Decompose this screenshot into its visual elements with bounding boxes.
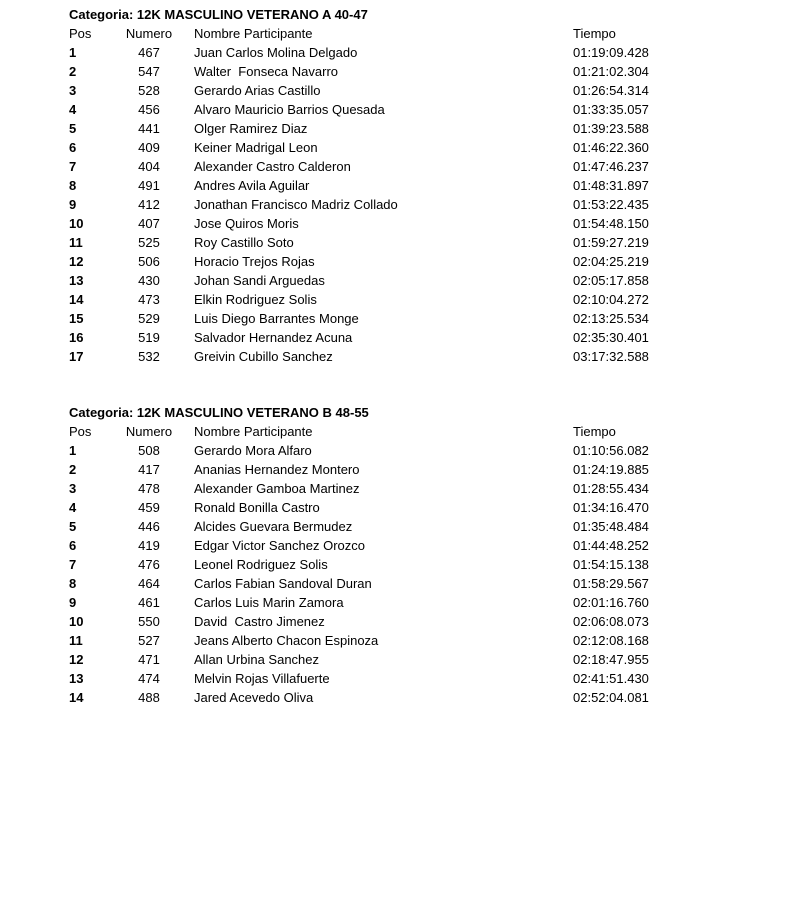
table-body bbox=[69, 43, 709, 366]
cell-nombre: Jeans Alberto Chacon Espinoza bbox=[194, 633, 379, 648]
table-row bbox=[69, 555, 709, 574]
cell-pos: 11 bbox=[69, 633, 83, 648]
cell-pos: 4 bbox=[69, 500, 77, 515]
cell-nombre: Walter Fonseca Navarro bbox=[194, 64, 339, 79]
cell-tiempo: 02:12:08.168 bbox=[573, 633, 649, 648]
table-row bbox=[69, 593, 709, 612]
cell-pos: 8 bbox=[69, 178, 77, 193]
cell-tiempo: 02:35:30.401 bbox=[573, 330, 649, 345]
header-nombre: Nombre Participante bbox=[194, 26, 313, 41]
cell-tiempo: 02:10:04.272 bbox=[573, 292, 649, 307]
cell-numero: 441 bbox=[138, 121, 160, 136]
cell-numero: 528 bbox=[138, 83, 160, 98]
table-row bbox=[69, 688, 709, 707]
cell-tiempo: 02:04:25.219 bbox=[573, 254, 649, 269]
cell-pos: 12 bbox=[69, 254, 84, 269]
cell-tiempo: 01:26:54.314 bbox=[573, 83, 649, 98]
cell-numero: 478 bbox=[138, 481, 160, 496]
cell-nombre: Andres Avila Aguilar bbox=[194, 178, 310, 193]
table-row bbox=[69, 43, 709, 62]
cell-numero: 519 bbox=[138, 330, 160, 345]
cell-nombre: Roy Castillo Soto bbox=[194, 235, 294, 250]
cell-tiempo: 02:52:04.081 bbox=[573, 690, 649, 705]
cell-numero: 471 bbox=[138, 652, 160, 667]
cell-numero: 491 bbox=[138, 178, 160, 193]
table-row bbox=[69, 214, 709, 233]
cell-numero: 532 bbox=[138, 349, 160, 364]
cell-numero: 456 bbox=[138, 102, 160, 117]
cell-tiempo: 01:28:55.434 bbox=[573, 481, 649, 496]
cell-numero: 473 bbox=[138, 292, 160, 307]
cell-pos: 15 bbox=[69, 311, 84, 326]
cell-tiempo: 02:05:17.858 bbox=[573, 273, 649, 288]
cell-pos: 16 bbox=[69, 330, 84, 345]
cell-numero: 419 bbox=[138, 538, 160, 553]
table-row bbox=[69, 195, 709, 214]
header-tiempo: Tiempo bbox=[573, 26, 616, 41]
table-row bbox=[69, 157, 709, 176]
table-row bbox=[69, 498, 709, 517]
cell-tiempo: 02:06:08.073 bbox=[573, 614, 649, 629]
cell-pos: 1 bbox=[69, 443, 77, 458]
cell-nombre: Olger Ramirez Diaz bbox=[194, 121, 308, 136]
cell-tiempo: 01:58:29.567 bbox=[573, 576, 649, 591]
cell-pos: 13 bbox=[69, 671, 84, 686]
cell-pos: 1 bbox=[69, 45, 77, 60]
table-row bbox=[69, 100, 709, 119]
cell-nombre: Jonathan Francisco Madriz Collado bbox=[194, 197, 398, 212]
cell-nombre: Leonel Rodriguez Solis bbox=[194, 557, 328, 572]
results-section-veterano-b bbox=[69, 403, 709, 707]
cell-pos: 9 bbox=[69, 197, 77, 212]
table-row bbox=[69, 81, 709, 100]
cell-pos: 10 bbox=[69, 216, 84, 231]
cell-numero: 461 bbox=[138, 595, 160, 610]
cell-nombre: Melvin Rojas Villafuerte bbox=[194, 671, 330, 686]
cell-pos: 6 bbox=[69, 538, 77, 553]
cell-tiempo: 01:44:48.252 bbox=[573, 538, 649, 553]
table-row bbox=[69, 290, 709, 309]
cell-pos: 11 bbox=[69, 235, 83, 250]
cell-tiempo: 01:24:19.885 bbox=[573, 462, 649, 477]
cell-pos: 3 bbox=[69, 83, 77, 98]
cell-pos: 4 bbox=[69, 102, 77, 117]
cell-nombre: Alcides Guevara Bermudez bbox=[194, 519, 353, 534]
cell-numero: 529 bbox=[138, 311, 160, 326]
cell-numero: 446 bbox=[138, 519, 160, 534]
cell-nombre: Gerardo Mora Alfaro bbox=[194, 443, 312, 458]
table-row bbox=[69, 612, 709, 631]
cell-numero: 407 bbox=[138, 216, 160, 231]
table-header bbox=[69, 422, 709, 441]
cell-nombre: Keiner Madrigal Leon bbox=[194, 140, 318, 155]
cell-numero: 467 bbox=[138, 45, 160, 60]
cell-nombre: Alvaro Mauricio Barrios Quesada bbox=[194, 102, 385, 117]
cell-numero: 404 bbox=[138, 159, 160, 174]
table-row bbox=[69, 328, 709, 347]
table-row bbox=[69, 62, 709, 81]
cell-numero: 417 bbox=[138, 462, 160, 477]
header-numero: Numero bbox=[125, 26, 173, 41]
table-row bbox=[69, 176, 709, 195]
table-row bbox=[69, 119, 709, 138]
cell-tiempo: 02:13:25.534 bbox=[573, 311, 649, 326]
cell-nombre: Ronald Bonilla Castro bbox=[194, 500, 320, 515]
cell-tiempo: 03:17:32.588 bbox=[573, 349, 649, 364]
cell-numero: 525 bbox=[138, 235, 160, 250]
cell-numero: 464 bbox=[138, 576, 160, 591]
header-pos: Pos bbox=[69, 424, 92, 439]
cell-pos: 5 bbox=[69, 121, 77, 136]
table-row bbox=[69, 138, 709, 157]
cell-tiempo: 01:19:09.428 bbox=[573, 45, 649, 60]
cell-numero: 547 bbox=[138, 64, 160, 79]
cell-tiempo: 01:54:15.138 bbox=[573, 557, 649, 572]
cell-tiempo: 01:46:22.360 bbox=[573, 140, 649, 155]
cell-nombre: Alexander Gamboa Martinez bbox=[194, 481, 360, 496]
cell-numero: 459 bbox=[138, 500, 160, 515]
table-row bbox=[69, 574, 709, 593]
cell-numero: 409 bbox=[138, 140, 160, 155]
cell-pos: 3 bbox=[69, 481, 77, 496]
cell-pos: 2 bbox=[69, 64, 77, 79]
table-row bbox=[69, 631, 709, 650]
cell-numero: 430 bbox=[138, 273, 160, 288]
cell-tiempo: 01:10:56.082 bbox=[573, 443, 649, 458]
cell-pos: 12 bbox=[69, 652, 84, 667]
cell-tiempo: 01:53:22.435 bbox=[573, 197, 649, 212]
header-tiempo: Tiempo bbox=[573, 424, 616, 439]
table-row bbox=[69, 650, 709, 669]
cell-tiempo: 02:01:16.760 bbox=[573, 595, 649, 610]
table-row bbox=[69, 460, 709, 479]
cell-nombre: Elkin Rodriguez Solis bbox=[194, 292, 317, 307]
cell-pos: 10 bbox=[69, 614, 84, 629]
cell-numero: 474 bbox=[138, 671, 160, 686]
table-row bbox=[69, 536, 709, 555]
cell-numero: 412 bbox=[138, 197, 160, 212]
cell-tiempo: 01:33:35.057 bbox=[573, 102, 649, 117]
cell-tiempo: 01:54:48.150 bbox=[573, 216, 649, 231]
table-row bbox=[69, 517, 709, 536]
cell-pos: 14 bbox=[69, 292, 84, 307]
header-numero: Numero bbox=[125, 424, 173, 439]
table-row bbox=[69, 347, 709, 366]
table-row bbox=[69, 252, 709, 271]
cell-tiempo: 01:47:46.237 bbox=[573, 159, 649, 174]
cell-tiempo: 02:18:47.955 bbox=[573, 652, 649, 667]
cell-pos: 17 bbox=[69, 349, 84, 364]
cell-nombre: Salvador Hernandez Acuna bbox=[194, 330, 353, 345]
cell-numero: 550 bbox=[138, 614, 160, 629]
cell-pos: 9 bbox=[69, 595, 77, 610]
cell-numero: 508 bbox=[138, 443, 160, 458]
cell-tiempo: 01:59:27.219 bbox=[573, 235, 649, 250]
cell-tiempo: 01:35:48.484 bbox=[573, 519, 649, 534]
cell-tiempo: 01:48:31.897 bbox=[573, 178, 649, 193]
cell-pos: 5 bbox=[69, 519, 77, 534]
table-body bbox=[69, 441, 709, 707]
table-row bbox=[69, 669, 709, 688]
cell-pos: 13 bbox=[69, 273, 84, 288]
table-header bbox=[69, 24, 709, 43]
cell-nombre: Carlos Luis Marin Zamora bbox=[194, 595, 344, 610]
cell-numero: 527 bbox=[138, 633, 160, 648]
cell-pos: 14 bbox=[69, 690, 84, 705]
cell-nombre: Allan Urbina Sanchez bbox=[194, 652, 320, 667]
cell-pos: 7 bbox=[69, 159, 77, 174]
cell-numero: 488 bbox=[138, 690, 160, 705]
table-row bbox=[69, 441, 709, 460]
cell-pos: 7 bbox=[69, 557, 77, 572]
cell-nombre: Gerardo Arias Castillo bbox=[194, 83, 321, 98]
results-section-veterano-a bbox=[69, 5, 709, 366]
category-title: Categoria: 12K MASCULINO VETERANO B 48-55 bbox=[69, 405, 369, 420]
cell-numero: 506 bbox=[138, 254, 160, 269]
cell-pos: 6 bbox=[69, 140, 77, 155]
cell-tiempo: 02:41:51.430 bbox=[573, 671, 649, 686]
cell-nombre: Greivin Cubillo Sanchez bbox=[194, 349, 333, 364]
cell-pos: 8 bbox=[69, 576, 77, 591]
cell-nombre: David Castro Jimenez bbox=[194, 614, 325, 629]
cell-nombre: Carlos Fabian Sandoval Duran bbox=[194, 576, 372, 591]
table-row bbox=[69, 309, 709, 328]
cell-nombre: Jose Quiros Moris bbox=[194, 216, 299, 231]
table-row bbox=[69, 233, 709, 252]
cell-nombre: Juan Carlos Molina Delgado bbox=[194, 45, 358, 60]
header-nombre: Nombre Participante bbox=[194, 424, 313, 439]
cell-nombre: Horacio Trejos Rojas bbox=[194, 254, 315, 269]
cell-nombre: Johan Sandi Arguedas bbox=[194, 273, 325, 288]
cell-tiempo: 01:34:16.470 bbox=[573, 500, 649, 515]
table-row bbox=[69, 479, 709, 498]
cell-nombre: Jared Acevedo Oliva bbox=[194, 690, 314, 705]
table-row bbox=[69, 271, 709, 290]
header-pos: Pos bbox=[69, 26, 92, 41]
cell-numero: 476 bbox=[138, 557, 160, 572]
cell-nombre: Ananias Hernandez Montero bbox=[194, 462, 360, 477]
category-title: Categoria: 12K MASCULINO VETERANO A 40-47 bbox=[69, 7, 368, 22]
cell-tiempo: 01:39:23.588 bbox=[573, 121, 649, 136]
cell-nombre: Luis Diego Barrantes Monge bbox=[194, 311, 359, 326]
cell-nombre: Edgar Victor Sanchez Orozco bbox=[194, 538, 366, 553]
cell-nombre: Alexander Castro Calderon bbox=[194, 159, 351, 174]
cell-tiempo: 01:21:02.304 bbox=[573, 64, 649, 79]
cell-pos: 2 bbox=[69, 462, 77, 477]
